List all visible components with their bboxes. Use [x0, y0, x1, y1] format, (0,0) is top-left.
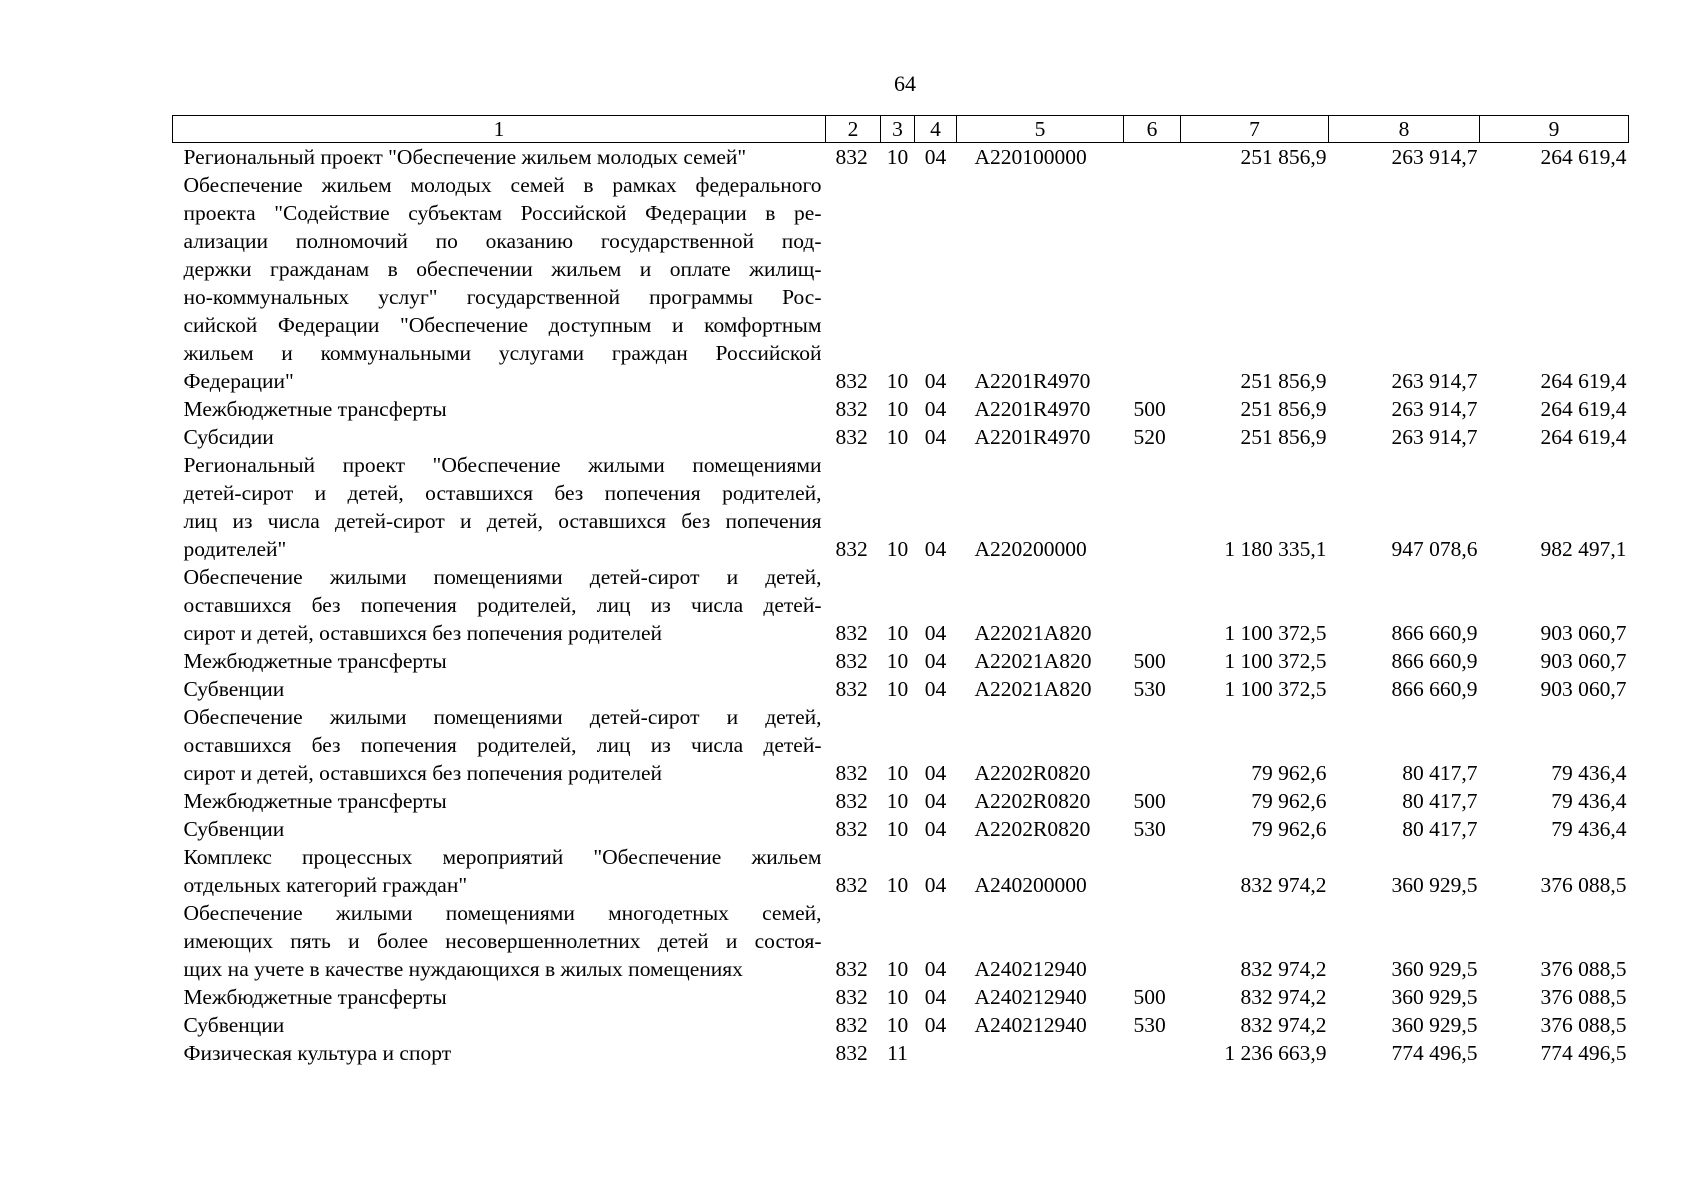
budget-table: [172, 115, 1629, 1067]
section-cell: 10: [886, 145, 909, 169]
amount-col-9-cell: 376 088,5: [1540, 985, 1627, 1009]
row-name-cell: [173, 1011, 826, 1039]
amount-col-9-cell: 264 619,4: [1540, 145, 1627, 169]
expense-type-cell: [1124, 1039, 1181, 1067]
table-row: [173, 647, 1629, 675]
table-row: [173, 143, 1629, 172]
row-name-line: Федерации": [183, 369, 294, 393]
subsection-cell: 04: [924, 957, 947, 981]
target-article-cell: А2202R0820: [974, 761, 1091, 785]
ved-cell: 832: [835, 537, 868, 561]
row-name-line: щих на учете в качестве нуждающихся в жилых помещениях: [183, 957, 743, 981]
target-article-cell: А240212940: [974, 985, 1087, 1009]
table-row: [173, 899, 1629, 983]
subsection-cell: 04: [924, 621, 947, 645]
row-name-line: ализации полномочий по оказанию государственной под-: [183, 229, 822, 253]
section-cell: 10: [886, 957, 909, 981]
row-name-line: Субвенции: [183, 817, 285, 841]
subsection-cell: [915, 1039, 957, 1067]
amount-col-8-cell: 263 914,7: [1391, 145, 1478, 169]
row-name-line: детей-сирот и детей, оставшихся без попечения родителей,: [183, 481, 822, 505]
row-name-cell: [173, 983, 826, 1011]
expense-type-cell: 500: [1133, 649, 1166, 673]
row-name-line: оставшихся без попечения родителей, лиц из числа детей-: [183, 733, 822, 757]
subsection-cell: 04: [924, 761, 947, 785]
target-article-cell: А22021А820: [974, 621, 1092, 645]
expense-type-cell: [1124, 143, 1181, 172]
table-row: [173, 423, 1629, 451]
target-article-cell: А2202R0820: [974, 789, 1091, 813]
section-cell: 10: [886, 397, 909, 421]
expense-type-cell: 520: [1133, 425, 1166, 449]
row-name-cell: [173, 815, 826, 843]
ved-cell: 832: [835, 649, 868, 673]
ved-cell: 832: [835, 369, 868, 393]
amount-col-9-cell: 264 619,4: [1540, 369, 1627, 393]
amount-col-7-cell: 1 100 372,5: [1224, 649, 1327, 673]
row-name-cell: [173, 843, 826, 899]
expense-type-cell: [1124, 843, 1181, 899]
amount-col-9-cell: 79 436,4: [1551, 761, 1627, 785]
target-article-cell: А240212940: [974, 957, 1087, 981]
row-name-cell: [173, 647, 826, 675]
subsection-cell: 04: [924, 677, 947, 701]
table-row: [173, 787, 1629, 815]
ved-cell: 832: [835, 397, 868, 421]
header-col-4: 4: [915, 116, 957, 143]
row-name-cell: [173, 563, 826, 647]
row-name-line: Региональный проект "Обеспечение жильем молодых семей": [183, 145, 747, 169]
row-name-line: держки гражданам в обеспечении жильем и оплате жилищ-: [183, 257, 822, 281]
subsection-cell: 04: [924, 369, 947, 393]
amount-col-7-cell: 832 974,2: [1240, 1013, 1327, 1037]
ved-cell: 832: [835, 677, 868, 701]
row-name-cell: [173, 423, 826, 451]
row-name-line: Межбюджетные трансферты: [183, 789, 447, 813]
section-cell: 10: [886, 985, 909, 1009]
section-cell: 11: [887, 1041, 908, 1065]
amount-col-9-cell: 79 436,4: [1551, 789, 1627, 813]
ved-cell: 832: [835, 145, 868, 169]
amount-col-7-cell: 251 856,9: [1240, 397, 1327, 421]
amount-col-8-cell: 866 660,9: [1391, 649, 1478, 673]
subsection-cell: 04: [924, 789, 947, 813]
amount-col-7-cell: 1 100 372,5: [1224, 621, 1327, 645]
subsection-cell: 04: [924, 145, 947, 169]
target-article-cell: А2201R4970: [974, 397, 1091, 421]
row-name-cell: [173, 395, 826, 423]
amount-col-7-cell: 251 856,9: [1240, 425, 1327, 449]
row-name-cell: [173, 787, 826, 815]
ved-cell: 832: [835, 1041, 868, 1065]
header-col-7: 7: [1181, 116, 1329, 143]
subsection-cell: 04: [924, 425, 947, 449]
amount-col-7-cell: 1 236 663,9: [1224, 1041, 1327, 1065]
amount-col-9-cell: 903 060,7: [1540, 621, 1627, 645]
row-name-line: Субсидии: [183, 425, 274, 449]
expense-type-cell: [1124, 563, 1181, 647]
row-name-line: Физическая культура и спорт: [183, 1041, 452, 1065]
amount-col-8-cell: 774 496,5: [1391, 1041, 1478, 1065]
target-article-cell: А2201R4970: [974, 425, 1091, 449]
amount-col-8-cell: 866 660,9: [1391, 621, 1478, 645]
row-name-cell: [173, 451, 826, 563]
header-col-2: 2: [826, 116, 881, 143]
amount-col-7-cell: 251 856,9: [1240, 369, 1327, 393]
amount-col-8-cell: 263 914,7: [1391, 369, 1478, 393]
section-cell: 10: [886, 1013, 909, 1037]
row-name-line: Межбюджетные трансферты: [183, 397, 447, 421]
row-name-line: сийской Федерации "Обеспечение доступным и комфортным: [183, 313, 822, 337]
header-col-9: 9: [1480, 116, 1629, 143]
amount-col-8-cell: 360 929,5: [1391, 873, 1478, 897]
expense-type-cell: [1124, 171, 1181, 395]
amount-col-9-cell: 264 619,4: [1540, 425, 1627, 449]
amount-col-9-cell: 903 060,7: [1540, 677, 1627, 701]
amount-col-7-cell: 832 974,2: [1240, 985, 1327, 1009]
row-name-line: лиц из числа детей-сирот и детей, оставшихся без попечения: [183, 509, 822, 533]
row-name-cell: [173, 1039, 826, 1067]
section-cell: 10: [886, 761, 909, 785]
amount-col-9-cell: 79 436,4: [1551, 817, 1627, 841]
ved-cell: 832: [835, 789, 868, 813]
amount-col-7-cell: 79 962,6: [1251, 789, 1327, 813]
ved-cell: 832: [835, 985, 868, 1009]
amount-col-8-cell: 80 417,7: [1402, 789, 1478, 813]
amount-col-8-cell: 80 417,7: [1402, 761, 1478, 785]
row-name-line: сирот и детей, оставшихся без попечения родителей: [183, 621, 663, 645]
header-col-1: 1: [173, 116, 826, 143]
target-article-cell: А220100000: [974, 145, 1087, 169]
expense-type-cell: 500: [1133, 985, 1166, 1009]
header-col-5: 5: [957, 116, 1124, 143]
row-name-line: имеющих пять и более несовершеннолетних детей и состоя-: [183, 929, 822, 953]
expense-type-cell: 500: [1133, 397, 1166, 421]
row-name-cell: [173, 703, 826, 787]
amount-col-7-cell: 832 974,2: [1240, 873, 1327, 897]
section-cell: 10: [886, 425, 909, 449]
section-cell: 10: [886, 537, 909, 561]
table-row: [173, 1011, 1629, 1039]
amount-col-9-cell: 982 497,1: [1540, 537, 1627, 561]
target-article-cell: А240212940: [974, 1013, 1087, 1037]
target-article-cell: А2201R4970: [974, 369, 1091, 393]
row-name-cell: [173, 899, 826, 983]
section-cell: 10: [886, 649, 909, 673]
table-row: [173, 451, 1629, 563]
subsection-cell: 04: [924, 985, 947, 1009]
section-cell: 10: [886, 677, 909, 701]
table-body: [173, 143, 1629, 1068]
row-name-line: Межбюджетные трансферты: [183, 649, 447, 673]
target-article-cell: А2202R0820: [974, 817, 1091, 841]
row-name-line: Межбюджетные трансферты: [183, 985, 447, 1009]
amount-col-7-cell: 251 856,9: [1240, 145, 1327, 169]
page-number: 64: [894, 71, 916, 96]
expense-type-cell: [1124, 703, 1181, 787]
row-name-line: Субвенции: [183, 1013, 285, 1037]
header-col-8: 8: [1329, 116, 1480, 143]
amount-col-9-cell: 376 088,5: [1540, 957, 1627, 981]
table-header-row: [173, 116, 1629, 143]
amount-col-9-cell: 903 060,7: [1540, 649, 1627, 673]
ved-cell: 832: [835, 873, 868, 897]
row-name-line: Комплекс процессных мероприятий "Обеспечение жильем: [183, 845, 822, 869]
row-name-line: Обеспечение жилыми помещениями детей-сирот и детей,: [183, 565, 822, 589]
target-article-cell: А240200000: [974, 873, 1087, 897]
table-row: [173, 1039, 1629, 1067]
ved-cell: 832: [835, 425, 868, 449]
row-name-line: Обеспечение жилыми помещениями многодетных семей,: [183, 901, 822, 925]
row-name-line: родителей": [183, 537, 287, 561]
header-col-6: 6: [1124, 116, 1181, 143]
amount-col-7-cell: 79 962,6: [1251, 761, 1327, 785]
row-name-line: но-коммунальных услуг" государственной программы Рос-: [183, 285, 822, 309]
ved-cell: 832: [835, 957, 868, 981]
subsection-cell: 04: [924, 817, 947, 841]
section-cell: 10: [886, 873, 909, 897]
ved-cell: 832: [835, 761, 868, 785]
expense-type-cell: 530: [1133, 1013, 1166, 1037]
amount-col-8-cell: 360 929,5: [1391, 985, 1478, 1009]
amount-col-8-cell: 263 914,7: [1391, 397, 1478, 421]
row-name-line: Обеспечение жильем молодых семей в рамках федерального: [183, 173, 822, 197]
table-row: [173, 983, 1629, 1011]
target-article-cell: А220200000: [974, 537, 1087, 561]
table-row: [173, 395, 1629, 423]
table-row: [173, 843, 1629, 899]
target-article-cell: А22021А820: [974, 677, 1092, 701]
subsection-cell: 04: [924, 1013, 947, 1037]
row-name-line: Региональный проект "Обеспечение жилыми помещениями: [183, 453, 822, 477]
subsection-cell: 04: [924, 537, 947, 561]
amount-col-8-cell: 866 660,9: [1391, 677, 1478, 701]
row-name-cell: [173, 143, 826, 172]
section-cell: 10: [886, 789, 909, 813]
ved-cell: 832: [835, 1013, 868, 1037]
amount-col-9-cell: 376 088,5: [1540, 873, 1627, 897]
target-article-cell: А22021А820: [974, 649, 1092, 673]
expense-type-cell: 500: [1133, 789, 1166, 813]
section-cell: 10: [886, 621, 909, 645]
row-name-line: Субвенции: [183, 677, 285, 701]
expense-type-cell: [1124, 451, 1181, 563]
row-name-line: оставшихся без попечения родителей, лиц из числа детей-: [183, 593, 822, 617]
section-cell: 10: [886, 369, 909, 393]
row-name-line: сирот и детей, оставшихся без попечения родителей: [183, 761, 663, 785]
row-name-line: Обеспечение жилыми помещениями детей-сирот и детей,: [183, 705, 822, 729]
table-row: [173, 815, 1629, 843]
amount-col-7-cell: 832 974,2: [1240, 957, 1327, 981]
subsection-cell: 04: [924, 873, 947, 897]
table-row: [173, 171, 1629, 395]
ved-cell: 832: [835, 817, 868, 841]
table-row: [173, 563, 1629, 647]
amount-col-8-cell: 360 929,5: [1391, 957, 1478, 981]
amount-col-8-cell: 947 078,6: [1391, 537, 1478, 561]
row-name-cell: [173, 171, 826, 395]
expense-type-cell: 530: [1133, 677, 1166, 701]
amount-col-8-cell: 360 929,5: [1391, 1013, 1478, 1037]
section-cell: 10: [886, 817, 909, 841]
subsection-cell: 04: [924, 649, 947, 673]
row-name-cell: [173, 675, 826, 703]
row-name-line: жильем и коммунальными услугами граждан Российской: [183, 341, 822, 365]
subsection-cell: 04: [924, 397, 947, 421]
amount-col-9-cell: 264 619,4: [1540, 397, 1627, 421]
amount-col-8-cell: 263 914,7: [1391, 425, 1478, 449]
expense-type-cell: 530: [1133, 817, 1166, 841]
row-name-line: проекта "Содействие субъектам Российской Федерации в ре-: [183, 201, 822, 225]
expense-type-cell: [1124, 899, 1181, 983]
amount-col-7-cell: 1 100 372,5: [1224, 677, 1327, 701]
amount-col-7-cell: 79 962,6: [1251, 817, 1327, 841]
table-row: [173, 675, 1629, 703]
row-name-line: отдельных категорий граждан": [183, 873, 468, 897]
target-article-cell: [957, 1039, 1124, 1067]
amount-col-8-cell: 80 417,7: [1402, 817, 1478, 841]
header-col-3: 3: [881, 116, 915, 143]
amount-col-7-cell: 1 180 335,1: [1224, 537, 1327, 561]
amount-col-9-cell: 376 088,5: [1540, 1013, 1627, 1037]
ved-cell: 832: [835, 621, 868, 645]
amount-col-9-cell: 774 496,5: [1540, 1041, 1627, 1065]
table-row: [173, 703, 1629, 787]
